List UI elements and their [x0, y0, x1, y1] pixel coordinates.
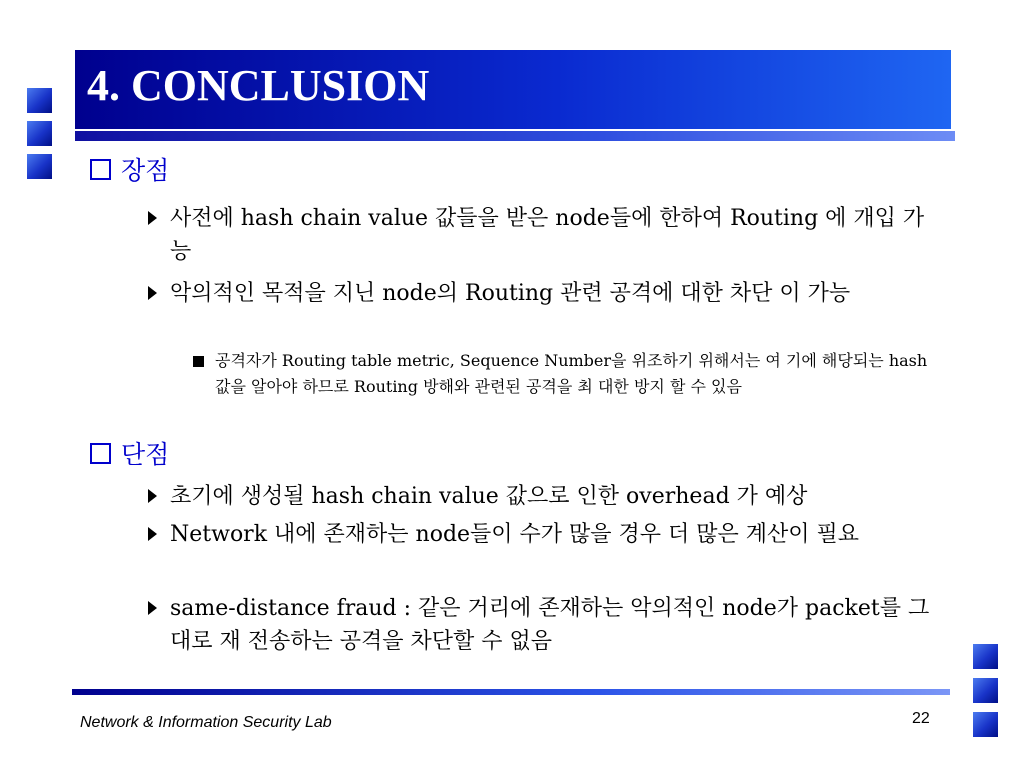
checkbox-square-icon — [90, 443, 111, 464]
triangle-bullet-icon — [148, 489, 157, 503]
section-heading-disadvantages — [90, 440, 169, 470]
advantages-heading-text: 장점 — [121, 156, 170, 185]
bullet-item — [148, 592, 948, 658]
title-bar — [75, 50, 951, 129]
checkbox-square-icon — [90, 159, 111, 180]
footer-lab-name: Network & Information Security Lab — [80, 714, 332, 731]
decor-square-top-3 — [27, 154, 52, 179]
sub-bullet-text: 공격자가 Routing table metric, Sequence Number을 위조하기 위해서는 여 기에 해당되는 hash 값을 알아야 하므로 Routing 방해와 관련된 공격을 최 대한 방지 할 수 있음 — [215, 351, 928, 396]
disadvantages-heading-text: 단점 — [121, 440, 170, 469]
bullet-item — [148, 480, 948, 513]
bullet-text: 초기에 생성될 hash chain value 값으로 인한 overhead 가 예상 — [170, 484, 808, 509]
bullet-text: 사전에 hash chain value 값들을 받은 node들에 한하여 Routing 에 개입 가능 — [170, 206, 925, 264]
decor-square-bottom-1 — [973, 644, 998, 669]
section-heading-advantages — [90, 156, 169, 186]
decor-square-top-1 — [27, 88, 52, 113]
bullet-text: 악의적인 목적을 지닌 node의 Routing 관련 공격에 대한 차단 이 가능 — [170, 281, 851, 306]
decor-square-bottom-2 — [973, 678, 998, 703]
title-underline — [75, 131, 955, 141]
sub-bullet-item — [193, 348, 938, 400]
page-number: 22 — [912, 710, 930, 727]
decor-square-top-2 — [27, 121, 52, 146]
footer-rule — [72, 689, 950, 695]
triangle-bullet-icon — [148, 286, 157, 300]
triangle-bullet-icon — [148, 211, 157, 225]
triangle-bullet-icon — [148, 527, 157, 541]
triangle-bullet-icon — [148, 601, 157, 615]
bullet-item — [148, 277, 948, 310]
slide-title: 4. CONCLUSION — [87, 61, 430, 110]
square-bullet-icon — [193, 356, 204, 367]
decor-square-bottom-3 — [973, 712, 998, 737]
bullet-text: same-distance fraud : 같은 거리에 존재하는 악의적인 node가 packet를 그대로 재 전송하는 공격을 차단할 수 없음 — [170, 596, 930, 654]
bullet-item — [148, 202, 948, 268]
bullet-text: Network 내에 존재하는 node들이 수가 많을 경우 더 많은 계산이 필요 — [170, 522, 860, 547]
bullet-item — [148, 518, 948, 551]
